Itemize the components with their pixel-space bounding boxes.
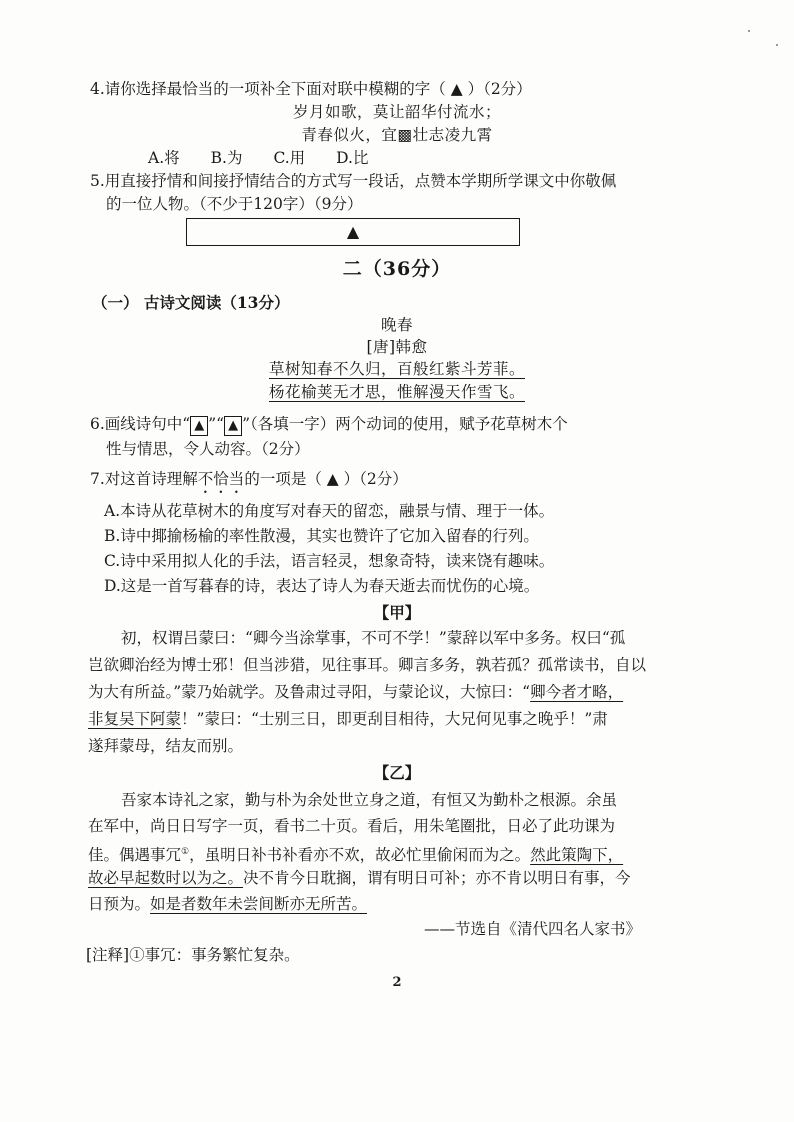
scan-speck [776, 44, 778, 46]
poem-line1-text: 草树知春不久归，百般红紫斗芳菲。 [268, 360, 525, 378]
passage-jia-line2: 岂欲卿治经为博士邪！但当涉猎，见往事耳。卿言多务，孰若孤？孤常读书，自以 [88, 656, 647, 674]
section-title: 二（36分） [342, 258, 452, 280]
section-subtitle: （一） 古诗文阅读（13分） [92, 293, 290, 312]
q5-stem-line1: 5.用直接抒情和间接抒情结合的方式写一段话，点赞本学期所学课文中你敬佩 [90, 172, 617, 190]
q7-option-c: C.诗中采用拟人化的手法，语言轻灵，想象奇特，读来饶有趣味。 [104, 552, 555, 570]
passage-yi-line2: 在军中，尚日日写字一页，看书二十页。看后，用朱笔圈批，日必了此功课为 [88, 817, 616, 835]
q5-stem-line2: 的一位人物。（不少于120字）（9分） [106, 195, 363, 213]
passage-jia-line3-underlined: 卿今者才略， [530, 683, 624, 701]
passage-jia-line1: 初，权谓吕蒙曰：“卿今当涂掌事，不可不学！”蒙辞以军中多务。权曰“孤 [121, 629, 626, 647]
passage-yi-line5 [88, 893, 367, 915]
q6-stem-line2: 性与情思，令人动容。（2分） [106, 440, 310, 458]
q7-emphasis: 不恰当 [197, 470, 245, 488]
passage-yi-source: ——节选自《清代四名人家书》 [424, 920, 642, 938]
q4-options: A.将 B.为 C.用 D.比 [148, 149, 369, 167]
q7-option-a: A.本诗从花草树木的角度写对春天的留恋，融景与情、理于一体。 [104, 502, 555, 520]
passage-yi-line3 [88, 841, 623, 866]
page-number: 2 [392, 975, 402, 990]
passage-jia-line3-text: 为大有所益。”蒙乃始就学。及鲁肃过寻阳，与蒙论议，大惊曰：“ [88, 683, 531, 701]
poem-line1 [0, 358, 794, 380]
passage-jia-heading: 【甲】 [373, 603, 421, 622]
scan-speck [748, 30, 750, 32]
footnote-marker: ① [181, 847, 190, 857]
passage-yi-line4-text: 决不肯今日耽搁，谓有明日可补；亦不肯以明日有事，今 [243, 869, 631, 887]
q4-couplet-line1: 岁月如歌，莫让韶华付流水； [292, 103, 501, 121]
q7-stem [90, 468, 408, 497]
passage-yi-line5-underlined: 如是者数年未尝间断亦无所苦。 [150, 895, 368, 913]
passage-jia-line4-underlined: 非复吴下阿蒙 [88, 710, 182, 728]
passage-yi-line3-text: 佳。偶遇事冗 [88, 846, 182, 865]
q4-stem: 4.请你选择最恰当的一项补全下面对联中模糊的字（ ▲ ）（2分） [90, 80, 532, 98]
q7-text-a: 7.对这首诗理解 [90, 470, 198, 488]
q6-text-a: 6.画线诗句中“ [90, 415, 191, 433]
passage-yi-line3-underlined: 然此策陶下， [530, 846, 624, 865]
passage-jia-line3 [88, 681, 623, 703]
q4-couplet-line2: 青春似火，宜▩壮志凌九霄 [301, 126, 493, 144]
passage-yi-line4-underlined: 故必早起数时以为之。 [88, 869, 244, 887]
q7-option-b: B.诗中揶揄杨榆的率性散漫，其实也赞许了它加入留春的行列。 [104, 527, 539, 545]
poem-author: [唐]韩愈 [366, 338, 428, 356]
passage-yi-line4 [88, 867, 631, 889]
blank-triangle-icon: ▲ [224, 416, 242, 436]
passage-yi-heading: 【乙】 [373, 763, 421, 782]
annotation-note: [注释]①事冗：事务繁忙复杂。 [86, 946, 300, 964]
passage-yi-line1: 吾家本诗礼之家，勤与朴为余处世立身之道，有恒又为勤朴之根源。余虽 [121, 791, 618, 809]
q6-stem-line1 [90, 413, 568, 436]
passage-jia-line4 [88, 708, 608, 730]
passage-jia-line4-text: ！”蒙曰：“士别三日，即更刮目相待，大兄何见事之晚乎！”肃 [181, 710, 608, 728]
answer-triangle-icon: ▲ [346, 222, 360, 241]
passage-yi-line5-text: 日预为。 [88, 895, 151, 913]
poem-line2 [0, 381, 794, 403]
q7-option-d: D.这是一首写暮春的诗，表达了诗人为春天逝去而忧伤的心境。 [104, 577, 540, 595]
blank-triangle-icon: ▲ [190, 416, 208, 436]
passage-jia-line5: 遂拜蒙母，结友而别。 [88, 737, 244, 755]
q6-text-b: ”“ [208, 415, 225, 433]
poem-line2-text: 杨花榆荚无才思，惟解漫天作雪飞。 [268, 383, 525, 401]
q6-text-c: ”（各填一字）两个动词的使用，赋予花草树木个 [242, 415, 568, 433]
passage-yi-line3-text2: ，虽明日补书补看亦不欢，故必忙里偷闲而为之。 [189, 846, 531, 865]
q5-answer-box[interactable] [186, 218, 520, 246]
q7-text-b: 的一项是（ ▲ ）（2分） [244, 470, 408, 488]
poem-title: 晚春 [380, 316, 413, 334]
